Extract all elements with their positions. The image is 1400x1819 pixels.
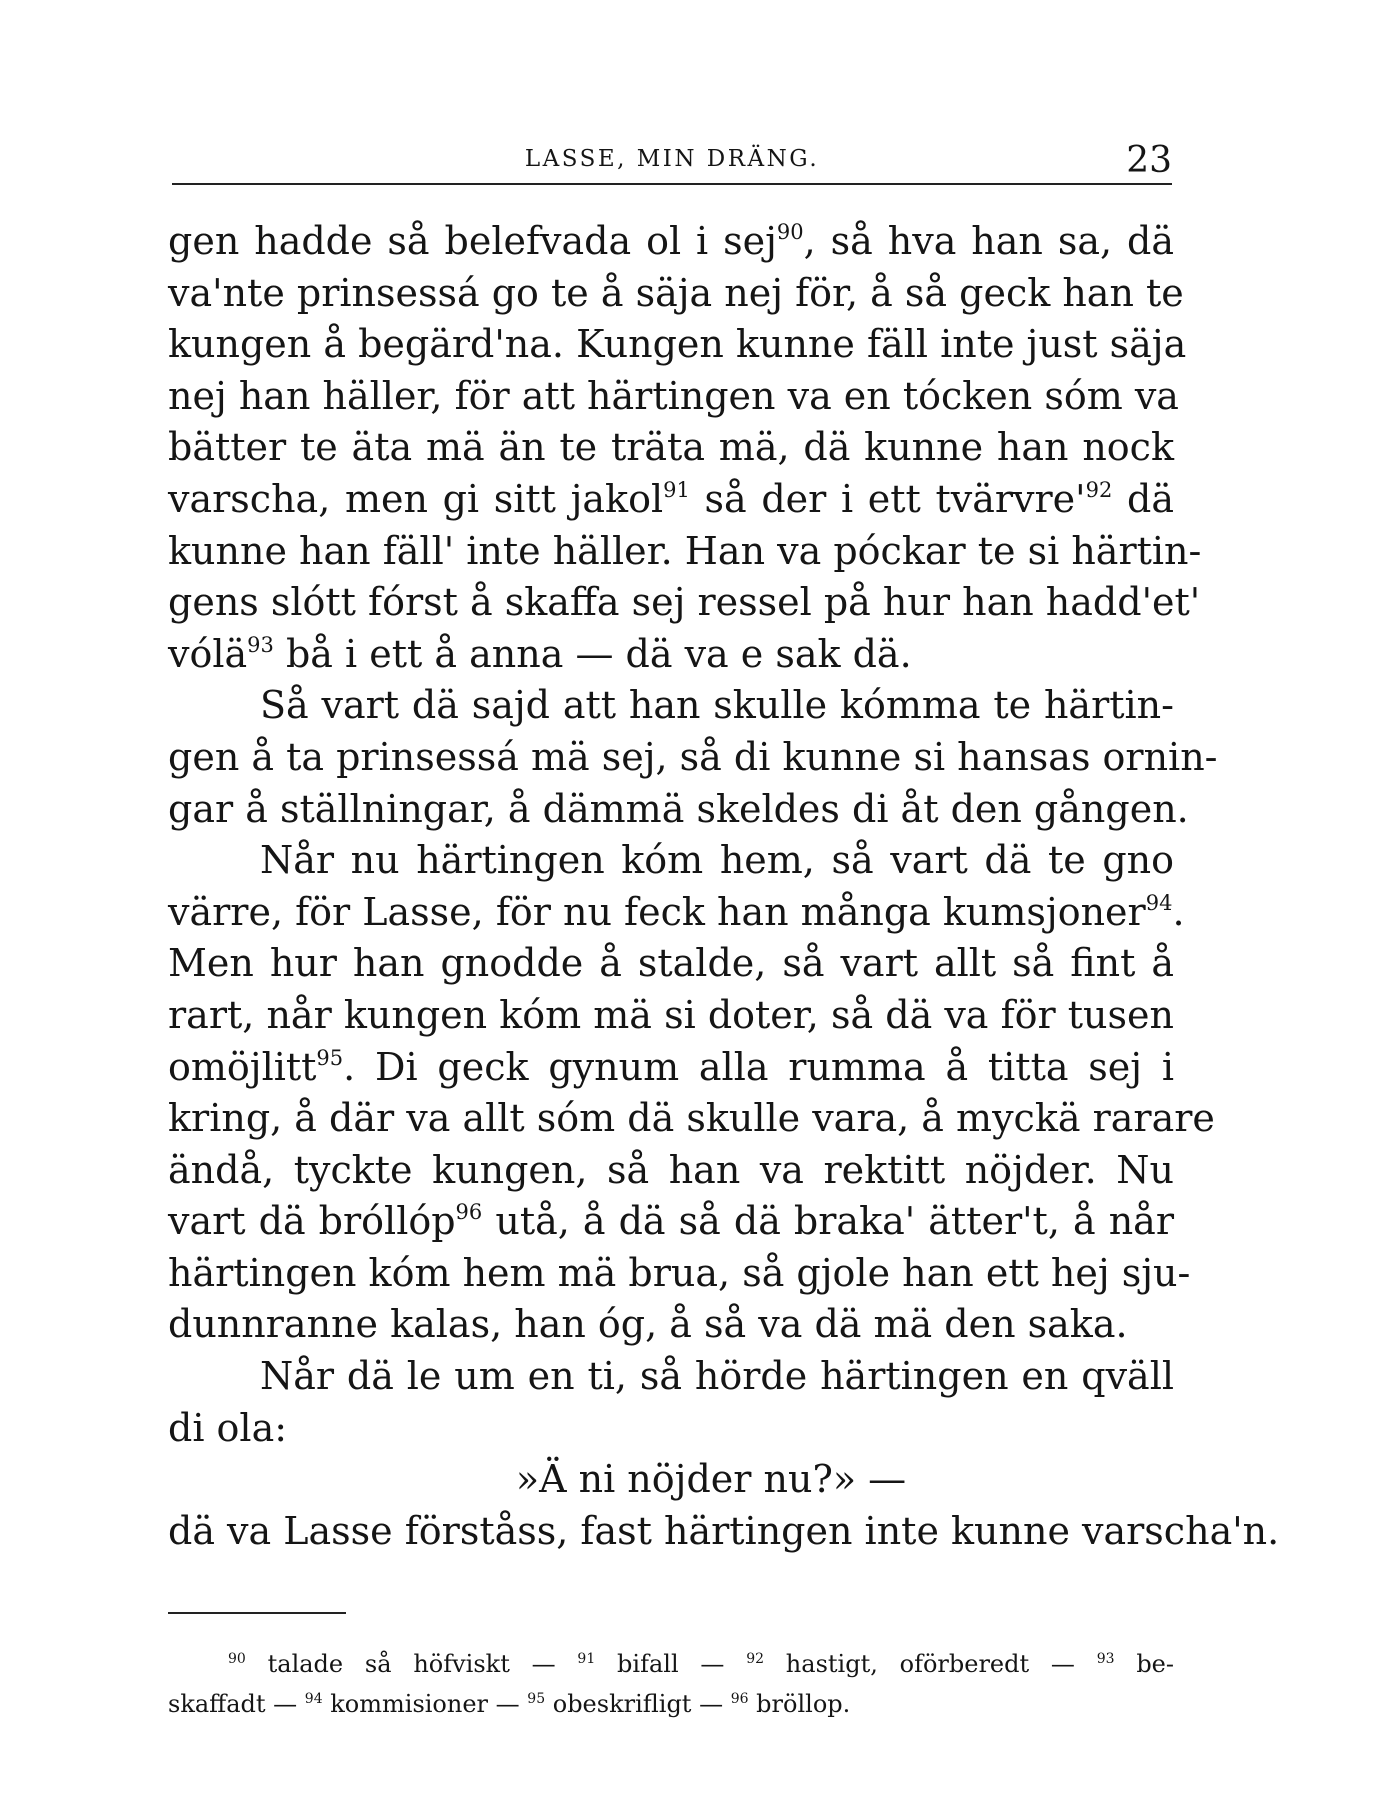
footnote-ref: 90: [776, 220, 804, 244]
line-text: di ola:: [168, 1405, 288, 1450]
text-line: [168, 319, 1187, 371]
line-text: bå i ett å anna — dä va e sak dä.: [273, 631, 912, 676]
text-line: [168, 1248, 1191, 1300]
text-line: [168, 268, 1184, 320]
line-text: dunnranne kalas, han óg, å så va dä mä den saka.: [168, 1302, 1128, 1347]
footnote-ref: 94: [1145, 890, 1173, 915]
line-text: nej han häller, för att härtingen va en tócken sóm va: [168, 373, 1179, 418]
line-text: omöjlitt: [168, 1044, 317, 1089]
text-line: [168, 422, 1174, 474]
line-text: »Ä ni nöjder nu?» —: [515, 1457, 907, 1502]
footnote-text: skaffadt —: [168, 1690, 305, 1718]
line-text: kunne han fäll' inte häller. Han va póckar te si härtin-: [168, 528, 1202, 573]
line-text: .: [1172, 889, 1185, 934]
line-text: rart, når kungen kóm mä si doter, så dä va för tusen: [168, 992, 1174, 1037]
line-text: Men hur han gnodde å stalde, så vart allt så fint å: [168, 941, 1174, 986]
line-text: gar å ställningar, å dämmä skeldes di åt den gången.: [168, 786, 1189, 831]
line-text: , så hva han sa, dä: [803, 219, 1174, 263]
text-line: [168, 577, 1201, 629]
text-line: [168, 629, 1174, 681]
footnote-number: 94: [304, 1691, 323, 1707]
footnote-text: bröllop.: [748, 1690, 851, 1718]
line-text: va'nte prinsessá go te å säja nej för, å så geck han te: [168, 270, 1184, 315]
text-line: [168, 526, 1202, 578]
line-text: gens slótt fórst å skaffa sej ressel på hur han hadd'et': [168, 580, 1201, 625]
line-text: så der i ett tvärvre': [689, 476, 1086, 521]
text-line: [168, 835, 1174, 887]
line-text: kungen å begärd'na. Kungen kunne fäll inte just säja: [168, 322, 1187, 367]
text-line: [168, 887, 1185, 939]
line-text: värre, för Lasse, för nu feck han många kumsjoner: [168, 889, 1146, 934]
line-text: dä va Lasse förståss, fast härtingen inte kunne varscha'n.: [168, 1508, 1280, 1553]
text-line: [168, 1196, 1174, 1248]
text-line: [168, 1454, 1174, 1506]
body-text: [168, 216, 1280, 1557]
text-line: [168, 474, 1174, 526]
line-text: vart dä bróllóp: [168, 1199, 456, 1244]
footnote-number: 95: [527, 1691, 546, 1707]
footnote-ref: 92: [1085, 477, 1113, 502]
line-text: kring, å där va allt sóm dä skulle vara, å myckä rarare: [168, 1096, 1215, 1141]
page-header: [172, 140, 1172, 180]
text-line: [168, 1403, 1174, 1455]
footnote-ref: 93: [247, 632, 274, 657]
text-line: [168, 1299, 1174, 1351]
line-text: gen å ta prinsessá mä sej, så di kunne si hansas ornin-: [168, 734, 1218, 779]
running-title: LASSE, MIN DRÄNG.: [524, 146, 820, 172]
line-text: gen hadde så belefvada ol i sej: [168, 219, 777, 263]
text-line: [168, 784, 1189, 836]
footnote-text: be-: [1114, 1650, 1174, 1678]
line-text: . Di geck gynum alla rumma å titta sej i: [343, 1044, 1174, 1089]
footnote-number: 90: [228, 1651, 246, 1667]
line-text: bätter te äta mä än te träta mä, dä kunne han nock: [168, 425, 1174, 470]
footnote-number: 92: [746, 1651, 765, 1667]
line-text: utå, å dä så dä braka' ätter't, å når: [482, 1199, 1174, 1244]
text-line: [168, 732, 1218, 784]
line-text: ändå, tyckte kungen, så han va rektitt nöjder. Nu: [168, 1147, 1174, 1192]
line-text: härtingen kóm hem mä brua, så gjole han ett hej sju-: [168, 1250, 1191, 1295]
text-line: [168, 680, 1174, 732]
footnotes: [168, 1644, 1174, 1724]
text-line: [168, 1351, 1174, 1403]
footnote-text: obeskrifligt —: [545, 1690, 731, 1718]
page-number: 23: [1126, 140, 1172, 181]
footnote-line: [168, 1684, 1174, 1724]
text-line: [168, 216, 1174, 268]
line-text: dä: [1112, 476, 1175, 521]
footnote-ref: 95: [316, 1045, 344, 1070]
footnote-number: 93: [1096, 1651, 1115, 1667]
footnote-number: 96: [730, 1691, 749, 1707]
footnote-ref: 91: [663, 477, 690, 502]
footnote-text: kommisioner —: [322, 1690, 528, 1718]
text-line: [168, 1145, 1174, 1197]
footnote-number: 91: [577, 1651, 596, 1667]
header-rule: [172, 183, 1172, 185]
line-text: Når dä le um en ti, så hörde härtingen en qväll: [260, 1354, 1174, 1399]
text-line: [168, 371, 1179, 423]
footnote-text: hastigt, oförberedt —: [764, 1650, 1097, 1678]
footnote-text: bifall —: [595, 1650, 747, 1678]
text-line: [168, 938, 1174, 990]
line-text: Når nu härtingen kóm hem, så vart dä te gno: [260, 838, 1174, 883]
line-text: Så vart dä sajd att han skulle kómma te härtin-: [260, 683, 1174, 728]
text-line: [168, 990, 1174, 1042]
footnote-rule: [168, 1612, 346, 1614]
footnote-ref: 96: [455, 1200, 483, 1225]
line-text: varscha, men gi sitt jakol: [168, 476, 664, 521]
line-text: vólä: [168, 631, 248, 676]
footnote-line: [168, 1644, 1174, 1684]
text-line: [168, 1093, 1215, 1145]
text-line: [168, 1506, 1280, 1558]
text-line: [168, 1042, 1174, 1094]
footnote-text: talade så höfviskt —: [245, 1650, 578, 1678]
